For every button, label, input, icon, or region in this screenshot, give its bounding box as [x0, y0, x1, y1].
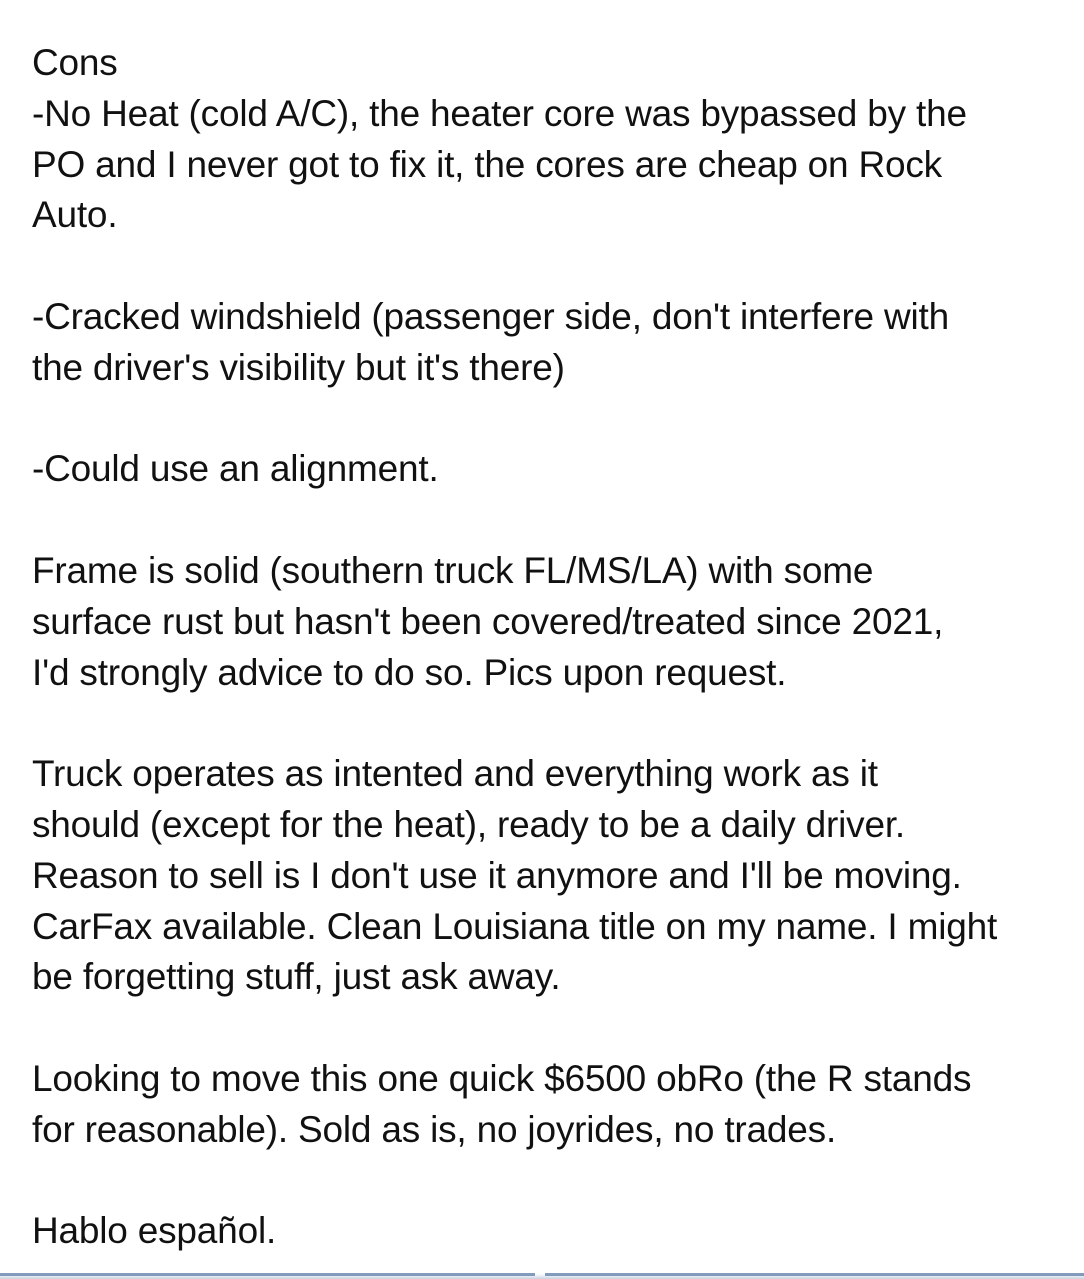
- paragraph-price: Looking to move this one quick $6500 obRo (the R stands for reasonable). Sold as is, no joyrides, no trades.: [32, 1057, 972, 1150]
- post-body: [32, 38, 1062, 1257]
- paragraph-operation: Truck operates as intented and everything work as it should (except for the heat), ready to be a daily driver. Reason to sell is I don't use it anymore and I'll be moving. CarFax available. Clean Louisiana title on my name. I might be forgetting stuff, just ask away.: [32, 753, 998, 998]
- paragraph-frame: Frame is solid (southern truck FL/MS/LA) with some surface rust but hasn't been covered/treated since 2021, I'd strongly advice to do so. Pics upon request.: [32, 549, 944, 693]
- bottom-divider-right: [545, 1273, 1084, 1276]
- paragraph-alignment: -Could use an alignment.: [32, 448, 439, 490]
- paragraph-spanish: Hablo español.: [32, 1210, 277, 1252]
- cons-heading: Cons: [32, 42, 118, 83]
- paragraph-no-heat: -No Heat (cold A/C), the heater core was bypassed by the PO and I never got to fix it, the cores are cheap on Rock Auto.: [32, 92, 967, 236]
- bottom-divider-left: [0, 1273, 535, 1276]
- paragraph-windshield: -Cracked windshield (passenger side, don't interfere with the driver's visibility but it's there): [32, 295, 950, 388]
